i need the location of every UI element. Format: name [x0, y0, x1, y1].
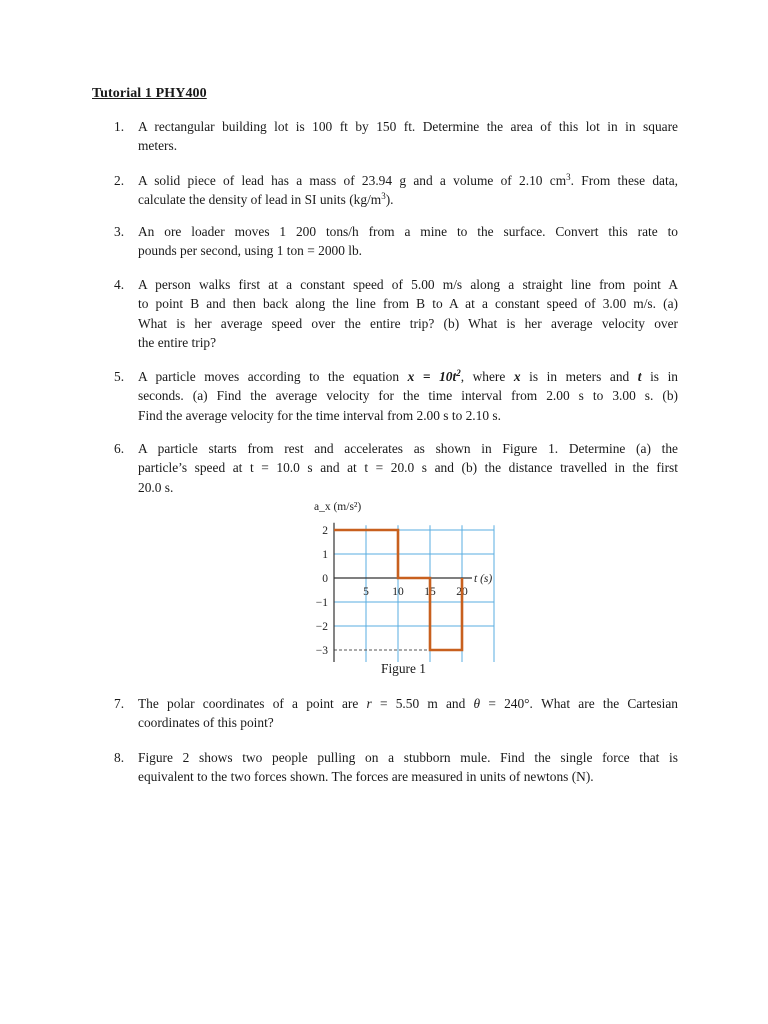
equation: x = 10t — [407, 369, 457, 384]
question-text-line: coordinates of this point? — [138, 715, 274, 731]
y-tick-label: 1 — [322, 549, 328, 561]
question-text-line: A solid piece of lead has a mass of 23.94 g and a volume of 2.10 $cm^3$. From these data, — [138, 172, 678, 188]
question-8 — [114, 748, 678, 787]
x-tick-label: 15 — [424, 586, 436, 598]
question-text-line: calculate the density of lead in SI units $(kg/m^3)$. — [138, 191, 394, 208]
question-2 — [114, 171, 678, 210]
question-5 — [114, 367, 678, 425]
question-text-line: pounds per second, using 1 ton = 2000 lb. — [138, 243, 363, 259]
question-number: 4. — [114, 277, 125, 292]
question-6 — [114, 439, 678, 497]
y-tick-label: −2 — [315, 621, 328, 633]
question-text-line: Figure 2 shows two people pulling on a stubborn mule. Find the single force that is — [138, 750, 678, 765]
y-tick-label: −1 — [315, 597, 328, 609]
question-text-line: the entire trip? — [138, 334, 217, 350]
question-text-line: A particle moves according to the equation $x = 10t^2$, where x is in meters and t is in — [138, 368, 678, 384]
question-text-line: The polar coordinates of a point are r = 5.50 m and θ = 240°. What are the Cartesian — [138, 696, 678, 711]
figure-caption: Figure 1 — [381, 661, 427, 676]
question-text-line: 20.0 s. — [138, 479, 174, 495]
x-tick-label: 20 — [456, 586, 468, 598]
question-text-line: meters. — [138, 138, 178, 154]
question-number: 8. — [114, 750, 125, 765]
question-1 — [114, 117, 678, 156]
question-number: 3. — [114, 224, 125, 239]
document-title: Tutorial 1 PHY400 — [92, 86, 207, 101]
question-number: 2. — [114, 173, 125, 188]
question-number: 7. — [114, 696, 125, 711]
question-text-line: to point B and then back along the line from B to A at a constant speed of 3.00 m/s. (a) — [138, 296, 678, 312]
question-text-line: Find the average velocity for the time interval from 2.00 s to 2.10 s. — [138, 407, 501, 423]
question-number: 6. — [114, 441, 125, 456]
question-3 — [114, 222, 678, 261]
question-7 — [114, 694, 678, 733]
question-number: 5. — [114, 369, 125, 384]
x-tick-label: 10 — [392, 586, 404, 598]
figure-1-chart — [302, 494, 507, 664]
question-text-line: What is her average speed over the entire trip? (b) What is her average velocity over — [138, 315, 678, 331]
question-text-line: A particle starts from rest and accelerates as shown in Figure 1. Determine (a) the — [138, 441, 678, 456]
question-text-line: seconds. (a) Find the average velocity for the time interval from 2.00 s to 3.00 s. (b) — [138, 388, 678, 404]
y-tick-label: −3 — [315, 645, 328, 657]
question-4 — [114, 275, 678, 352]
y-tick-label: 0 — [322, 573, 328, 585]
question-text-line: An ore loader moves 1 200 tons/h from a mine to the surface. Convert this rate to — [138, 224, 678, 239]
y-axis-label: a_x (m/s²) — [314, 501, 362, 513]
question-text-line: particle’s speed at t = 10.0 s and at t = 20.0 s and (b) the distance travelled in the first — [138, 460, 678, 476]
x-tick-label: 5 — [363, 586, 369, 598]
question-text-line: A person walks first at a constant speed of 5.00 m/s along a straight line from point A — [138, 277, 678, 292]
question-text-line: A rectangular building lot is 100 ft by 150 ft. Determine the area of this lot in in square — [138, 119, 678, 134]
x-axis-label: t (s) — [474, 573, 493, 585]
question-number: 1. — [114, 119, 125, 134]
question-text-line: equivalent to the two forces shown. The forces are measured in units of newtons (N). — [138, 769, 594, 785]
y-tick-label: 2 — [322, 525, 328, 537]
